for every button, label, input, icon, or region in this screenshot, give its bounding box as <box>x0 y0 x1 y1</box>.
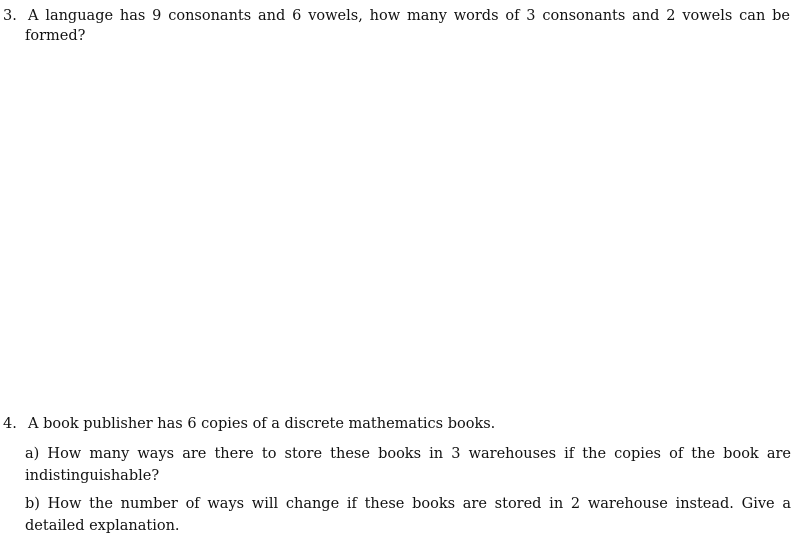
part-b-text: b) How the number of ways will change if these books are stored in 2 warehouse instead. Give a <box>25 496 791 512</box>
problem-4-part-a-line-1 <box>0 444 791 464</box>
problem-4-number: 4. <box>3 416 17 432</box>
problem-3-line-1 <box>0 6 790 26</box>
problem-3-number: 3. <box>3 8 17 24</box>
part-a-text-cont: indistinguishable? <box>25 468 160 484</box>
problem-4-part-a-line-2 <box>0 466 799 486</box>
problem-4-part-b-line-1 <box>0 494 791 514</box>
part-b-text-cont: detailed explanation. <box>25 518 180 534</box>
problem-4-stem-line <box>0 414 799 434</box>
problem-3-text: A language has 9 consonants and 6 vowels, how many words of 3 consonants and 2 vowels can be <box>28 8 790 24</box>
problem-4-stem: A book publisher has 6 copies of a discrete mathematics books. <box>28 416 496 432</box>
problem-4-part-b-line-2 <box>0 516 799 536</box>
part-a-text: a) How many ways are there to store these books in 3 warehouses if the copies of the book are <box>25 446 791 462</box>
problem-3-text-cont: formed? <box>25 28 86 44</box>
problem-3-line-2 <box>0 26 799 46</box>
